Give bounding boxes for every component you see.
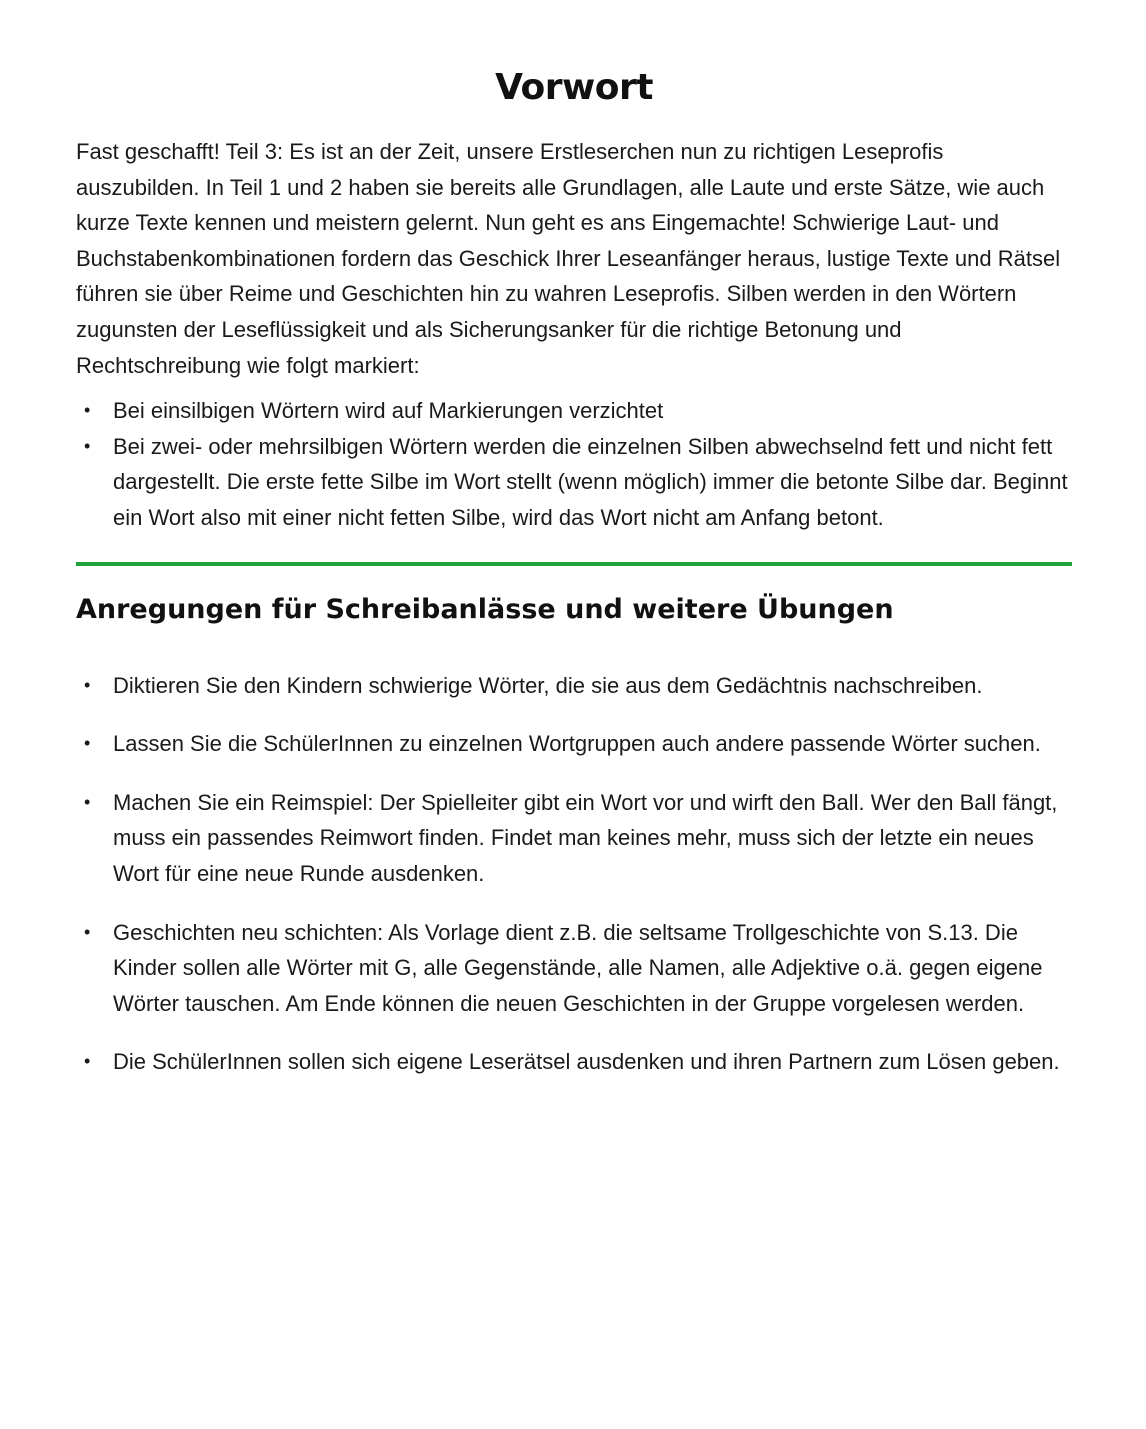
page-title: Vorwort [495, 67, 653, 108]
bullet-icon: • [84, 733, 91, 754]
list-item-text: Die SchülerInnen sollen sich eigene Leserätsel ausdenken und ihren Partnern zum Lösen geben. [113, 1049, 1060, 1075]
bullet-icon: • [84, 400, 91, 421]
list-item [76, 668, 1072, 704]
bullet-icon: • [84, 435, 91, 456]
suggestions-list [76, 668, 1072, 1080]
bullet-icon: • [84, 921, 91, 942]
list-item [76, 915, 1072, 1022]
intro-paragraph: Fast geschafft! Teil 3: Es ist an der Zeit, unsere Erstleserchen nun zu richtigen Leseprofis auszubilden. In Teil 1 und 2 haben sie bereits alle Grundlagen, alle Laute und erste Sätze, wie auch kurze Texte kennen und meistern gelernt. Nun geht es ans Eingemachte! Schwierige Laut- und Buchstabenkombinationen fordern das Geschick Ihrer Leseanfänger heraus, lustige Texte und Rätsel führen sie über Reime und Geschichten hin zu wahren Leseprofis. Silben werden in den Wörtern zugunsten der Leseflüssigkeit und als Sicherungsanker für die richtige Betonung und Rechtschreibung wie folgt markiert: [76, 139, 1061, 378]
bullet-icon: • [84, 1051, 91, 1072]
list-item-text: Diktieren Sie den Kindern schwierige Wörter, die sie aus dem Gedächtnis nachschreiben. [113, 672, 983, 698]
list-item-text: Lassen Sie die SchülerInnen zu einzelnen Wortgruppen auch andere passende Wörter suchen. [113, 731, 1041, 757]
section-divider [76, 562, 1072, 566]
bullet-icon: • [84, 674, 91, 695]
list-item [76, 1044, 1072, 1080]
list-item-text: Geschichten neu schichten: Als Vorlage dient z.B. die seltsame Trollgeschichte von S.13. Die Kinder sollen alle Wörter mit G, alle Gegenstände, alle Namen, alle Adjektive o.ä. gegen eigene Wörter tauschen. Am Ende können die neuen Geschichten in der Gruppe vorgelesen werden. [113, 919, 1043, 1016]
list-item-text: Bei zwei- oder mehrsilbigen Wörtern werden die einzelnen Silben abwechselnd fett und nicht fett dargestellt. Die erste fette Silbe im Wort stellt (wenn möglich) immer die betonte Silbe dar. Beginnt ein Wort also mit einer nicht fetten Silbe, wird das Wort nicht am Anfang betont. [113, 433, 1068, 530]
list-item-text: Machen Sie ein Reimspiel: Der Spielleiter gibt ein Wort vor und wirft den Ball. Wer den Ball fängt, muss ein passendes Reimwort finden. Findet man keines mehr, muss sich der letzte ein neues Wort für eine neue Runde ausdenken. [113, 789, 1058, 886]
section-title: Anregungen für Schreibanlässe und weitere Übungen [76, 593, 894, 625]
document-page [76, 60, 1072, 1103]
list-item-text: Bei einsilbigen Wörtern wird auf Markierungen verzichtet [113, 398, 664, 424]
list-item [76, 429, 1072, 536]
list-item [76, 726, 1072, 762]
list-item [76, 393, 1072, 429]
bullet-icon: • [84, 791, 91, 812]
list-item [76, 785, 1072, 892]
syllable-rules-list [76, 393, 1072, 535]
